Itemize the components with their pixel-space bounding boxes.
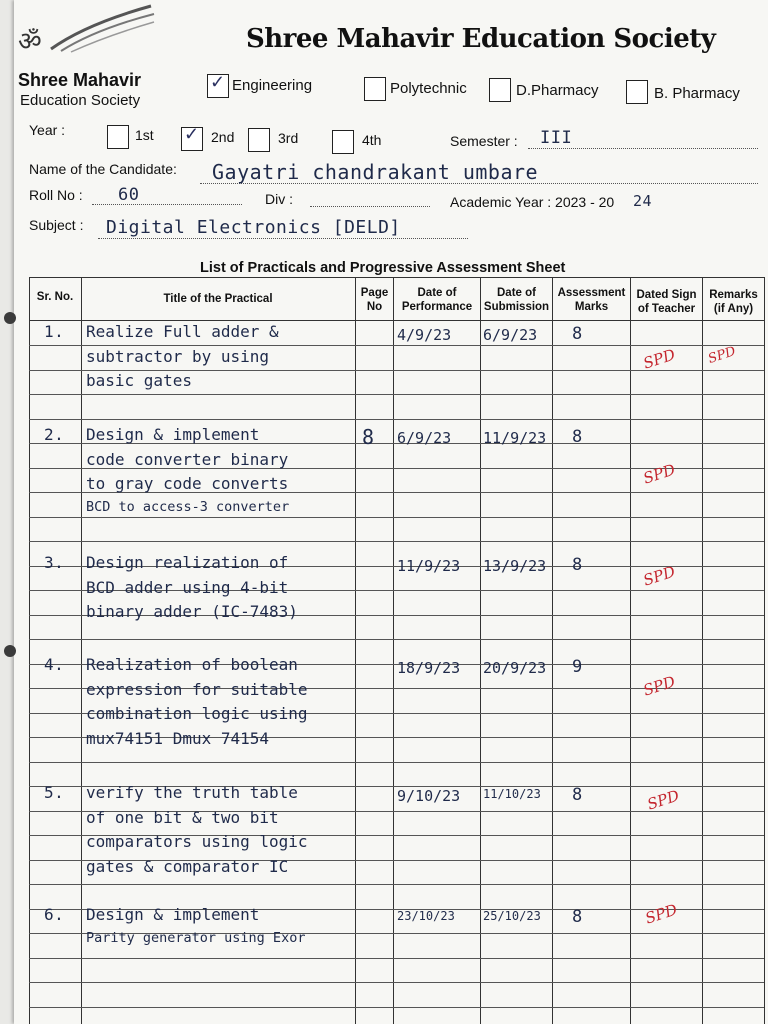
row-marks: 8: [572, 785, 583, 805]
ruled-line: [29, 419, 764, 420]
row-sr-no: 6.: [44, 905, 65, 924]
col-header-teacher-sign: Dated Sign of Teacher: [636, 289, 697, 315]
year-3rd-label: 3rd: [278, 130, 299, 146]
row-date-submission: 25/10/23: [483, 909, 541, 923]
row-date-performance: 4/9/23: [397, 326, 452, 344]
row-title-line: Parity generator using Exor: [86, 929, 306, 946]
row-sr-no: 3.: [44, 553, 65, 572]
logo-text-line2: Education Society: [20, 92, 141, 109]
row-marks: 8: [572, 907, 583, 927]
logo: [16, 4, 148, 66]
row-sr-no: 1.: [44, 322, 65, 341]
row-title-line: Design realization of: [86, 553, 289, 572]
year-1st-label: 1st: [135, 127, 154, 143]
ruled-line: [29, 394, 764, 395]
year-1st-checkbox[interactable]: [107, 125, 129, 149]
col-header-title: Title of the Practical: [163, 293, 273, 305]
ruled-line: [29, 982, 764, 983]
ruled-line: [29, 639, 764, 640]
teacher-signature: SPD: [641, 672, 678, 700]
check-icon: ✓: [210, 72, 226, 92]
row-title-line: BCD adder using 4-bit: [86, 577, 289, 597]
bpharmacy-label: B. Pharmacy: [654, 85, 740, 102]
row-marks: 8: [572, 324, 583, 344]
col-header-remarks: Remarks (if Any): [709, 289, 758, 315]
row-title-line: to gray code converts: [86, 474, 289, 493]
row-date-performance: 6/9/23: [397, 429, 452, 447]
bpharmacy-checkbox[interactable]: [626, 80, 648, 104]
row-title-line: Design & implement: [86, 905, 260, 924]
row-page-no: 8: [362, 425, 375, 449]
row-sr-no: 5.: [44, 783, 65, 802]
polytechnic-checkbox[interactable]: [364, 77, 386, 101]
row-title-line: of one bit & two bit: [86, 807, 279, 827]
sheet-title: List of Practicals and Progressive Assessment Sheet: [200, 260, 566, 276]
teacher-signature: SPD: [645, 786, 682, 814]
row-title-line: binary adder (IC-7483): [86, 602, 298, 621]
year-3rd-checkbox[interactable]: [248, 128, 270, 152]
subject-value[interactable]: Digital Electronics [DELD]: [106, 217, 401, 238]
row-date-performance: 11/9/23: [397, 557, 461, 575]
col-header-marks: Assessment Marks: [557, 287, 626, 313]
row-title-line: basic gates: [86, 371, 192, 390]
academic-year-value[interactable]: 24: [633, 192, 653, 210]
teacher-signature: SPD: [643, 900, 680, 928]
polytechnic-label: Polytechnic: [390, 80, 467, 97]
ruled-line: [29, 517, 764, 518]
row-title-line: Realize Full adder &: [86, 322, 279, 341]
row-marks: 9: [572, 657, 583, 677]
logo-text-line1: Shree Mahavir: [18, 70, 142, 90]
semester-line: [528, 148, 758, 149]
col-header-date-performance: Date of Performance: [401, 287, 473, 313]
teacher-signature: SPD: [641, 345, 678, 373]
col-header-date-submission: Date of Submission: [483, 287, 550, 313]
row-title-line: verify the truth table: [86, 783, 298, 802]
row-date-submission: 11/10/23: [483, 787, 541, 801]
academic-year-label: Academic Year : 2023 - 20: [450, 194, 615, 210]
row-title-line: combination logic using: [86, 704, 308, 723]
ruled-line: [29, 762, 764, 763]
punch-hole: [4, 312, 16, 324]
row-title-line: expression for suitable: [86, 679, 308, 699]
remark-signature: SPD: [706, 344, 738, 367]
engineering-label: Engineering: [232, 77, 313, 94]
teacher-signature: SPD: [641, 562, 678, 590]
ruled-line: [29, 958, 764, 959]
dpharmacy-label: D.Pharmacy: [516, 82, 599, 99]
year-4th-label: 4th: [362, 132, 382, 148]
row-date-performance: 9/10/23: [397, 787, 461, 805]
semester-value[interactable]: III: [540, 128, 573, 148]
div-line: [310, 206, 430, 207]
dpharmacy-checkbox[interactable]: [489, 78, 511, 102]
row-date-submission: 6/9/23: [483, 326, 538, 344]
row-marks: 8: [572, 427, 583, 447]
row-title-line: mux74151 Dmux 74154: [86, 728, 270, 748]
row-title-line: subtractor by using: [86, 346, 270, 366]
om-symbol: ॐ: [18, 27, 42, 57]
row-sr-no: 2.: [44, 425, 65, 444]
check-icon: ✓: [184, 124, 200, 144]
row-title-line: gates & comparator IC: [86, 856, 289, 876]
col-header-page-no: Page No: [360, 287, 389, 313]
candidate-value[interactable]: Gayatri chandrakant umbare: [212, 160, 539, 184]
candidate-label: Name of the Candidate:: [29, 161, 177, 177]
row-title-line: BCD to access-3 converter: [86, 498, 290, 515]
row-title-line: code converter binary: [86, 449, 289, 469]
row-date-submission: 13/9/23: [483, 557, 547, 575]
div-label: Div :: [265, 191, 293, 207]
page-title: Shree Mahavir Education Society: [246, 24, 716, 54]
semester-label: Semester :: [450, 133, 518, 149]
col-header-sr-no: Sr. No.: [36, 291, 74, 303]
row-date-performance: 18/9/23: [397, 659, 461, 677]
row-title-line: Design & implement: [86, 425, 260, 444]
ruled-line: [29, 1007, 764, 1008]
year-4th-checkbox[interactable]: [332, 130, 354, 154]
ruled-line: [29, 884, 764, 885]
teacher-signature: SPD: [641, 460, 678, 488]
year-2nd-label: 2nd: [211, 129, 235, 145]
row-marks: 8: [572, 555, 583, 575]
roll-label: Roll No :: [29, 187, 83, 203]
logo-swoosh-icon: [46, 4, 156, 54]
roll-line: [92, 204, 242, 205]
year-label: Year :: [29, 122, 66, 138]
roll-value[interactable]: 60: [118, 185, 140, 205]
row-title-line: comparators using logic: [86, 832, 308, 851]
row-title-line: Realization of boolean: [86, 655, 298, 674]
subject-line: [98, 238, 468, 239]
row-date-performance: 23/10/23: [397, 909, 455, 923]
subject-label: Subject :: [29, 217, 84, 233]
row-sr-no: 4.: [44, 655, 65, 674]
ruled-line: [29, 541, 764, 542]
row-date-submission: 11/9/23: [483, 429, 547, 447]
row-date-submission: 20/9/23: [483, 659, 547, 677]
punch-hole: [4, 645, 16, 657]
